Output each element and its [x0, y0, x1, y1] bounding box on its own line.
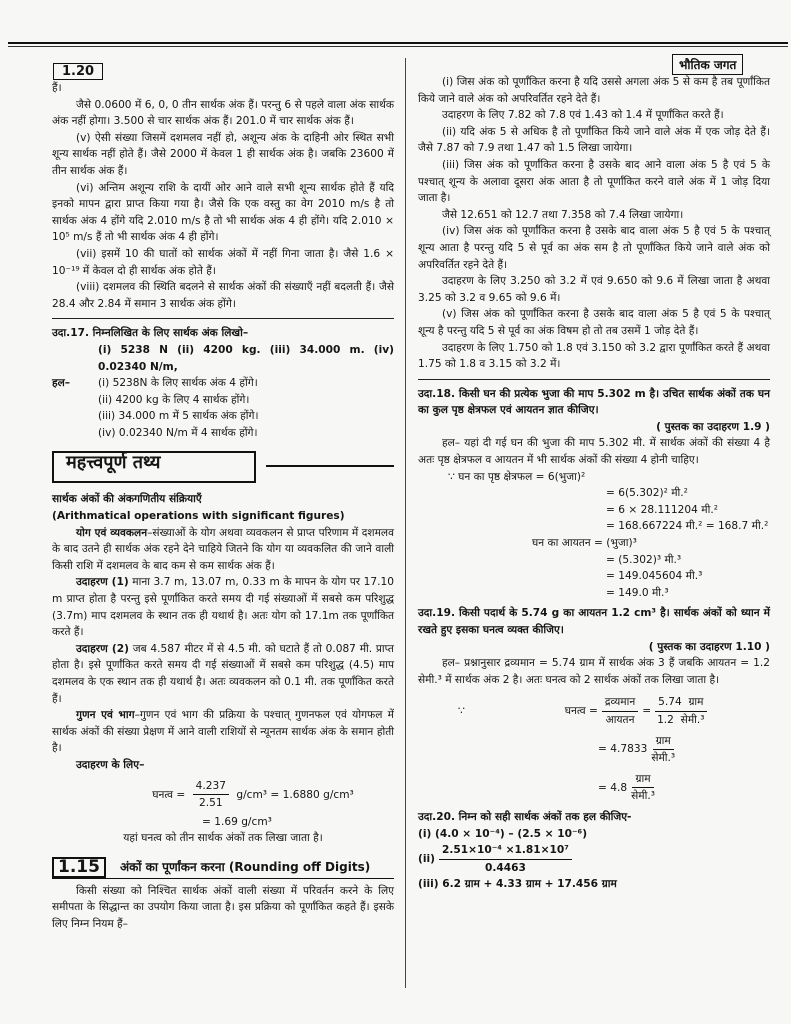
result-a-unit	[651, 733, 675, 767]
density-final: = 1.69 g/cm³	[202, 815, 272, 828]
para-cont: हैं।	[52, 82, 62, 94]
calc-18-line-1: ∵ घन का पृष्ठ क्षेत्रफल = 6(भुजा)²	[448, 470, 586, 483]
example-2	[52, 641, 394, 707]
calc-18-line-6: = (5.302)³ मी.³	[606, 553, 682, 566]
density-label: घनत्व	[152, 788, 174, 801]
gram-unit: ग्राम	[653, 733, 674, 751]
section-title: अंकों का पूर्णांकन करना (Rounding off Digits)	[119, 859, 371, 874]
example-2-heading: उदाहरण (2)	[76, 642, 129, 655]
solution-17-line-4: (iv) 0.02340 N/m में 4 सार्थक होंगे।	[98, 426, 258, 439]
solution-label: हल–	[52, 377, 71, 390]
question-20-ii-label: (ii)	[418, 852, 435, 865]
cm3-unit: सेमी.³	[631, 790, 655, 803]
addition-rule	[52, 525, 394, 575]
question-20-ii-fraction	[439, 842, 572, 876]
round-rule-iv: (iv) जिस अंक को पूर्णांकित करना है उसके बाद वाला अंक 5 है एवं 5 के पश्चात् शून्य आता है परन्तु यदि 5 से पूर्व का अंक सम है तो पूर्णांकित किये जाने वाले अंक को अपरिवर्तित रहने देते हैं।	[418, 225, 770, 271]
volume-value: 1.2	[657, 713, 674, 726]
running-head: भौतिक जगत	[672, 54, 743, 75]
rule-vi: (vi) अन्तिम अशून्य राशि के दायीं ओर आने वाले सभी शून्य सार्थक होते हैं यदि इनको मापन द्वारा प्राप्त किया गया है। जैसे कि एक वस्तु का वेग 2010 m/s है तो सार्थक अंक 4 होंगे यदि 2.010 m/s है तो भी सार्थक अंक 4 ही होंगे। यदि 2.010 × 10⁵ m/s हैं तो भी सार्थक अंक 4 ही होंगे।	[52, 181, 394, 244]
important-facts-title: महत्त्वपूर्ण तथ्य	[66, 452, 161, 474]
example-1-text: माना 3.7 m, 13.07 m, 0.33 m के मापन के योग पर 17.10 m प्राप्त होता है परन्तु इसे पूर्णांकित करते समय दी गई संख्याओं में सबसे कम परिशुद्ध (3.7m) माप दशमलव के स्थान तक ही यथार्थ है। अतः योग को 17.1m तक पूर्णांकित करते हैं।	[52, 576, 394, 639]
solution-17-list	[52, 392, 394, 442]
divider	[418, 379, 770, 380]
solution-17-line-1: (i) 5238N के लिए सार्थक अंक 4 होंगे।	[98, 377, 258, 390]
mass-unit: ग्राम	[688, 696, 704, 709]
round-rule-i-example: उदाहरण के लिए 7.82 को 7.8 एवं 1.43 को 1.4 में पूर्णांकित करते हैं।	[442, 109, 724, 122]
density-19-label: घनत्व	[564, 705, 586, 718]
addition-text: –संख्याओं के योग अथवा व्यवकलन से प्राप्त परिणाम में दशमलव के बाद उतने ही सार्थक अंक रहने देने चाहिये जितने कि योग या व्यवकलित की जाने वाली किसी राशि में दशमलव के बाद कम से कम सार्थक अंक हैं।	[52, 526, 394, 572]
result-b-unit	[631, 771, 655, 805]
solution-17-line-2: (ii) 4200 kg के लिए 4 सार्थक होंगे।	[98, 393, 250, 406]
solution-17-line-3: (iii) 34.000 m में 5 सार्थक अंक होंगे।	[98, 410, 259, 423]
rule-viii: (viii) दशमलव की स्थिति बदलने से सार्थक अंकों की संख्याएँ नहीं बदलती हैं। जैसे 28.4 और 2.84 में समान 3 सार्थक अंक होंगे।	[52, 281, 394, 310]
addition-heading: योग एवं व्यवकलन	[76, 526, 148, 539]
section-text: किसी संख्या को निश्चित सार्थक अंकों वाली संख्या में परिवर्तन करने के लिए समीपता के सिद्धान्त का उपयोग किया जाता है। इस प्रक्रिया को पूर्णांकित कहते हैं। इसके लिए निम्न नियम हैं–	[52, 884, 394, 930]
mass-volume-fraction	[602, 694, 638, 728]
gram-unit: ग्राम	[632, 771, 653, 789]
section-1-15-header	[52, 857, 394, 879]
density-fraction	[193, 778, 229, 812]
ops-title: सार्थक अंकों की अंकगणितीय संक्रियाएँ	[52, 493, 202, 506]
question-20: उदा.20. निम्न को सही सार्थक अंकों तक हल कीजिए-	[418, 810, 632, 823]
top-rule-thin	[8, 46, 788, 47]
mass-value: 5.74	[658, 696, 682, 709]
example-1	[52, 574, 394, 640]
density-numerator: 4.237	[193, 778, 229, 796]
right-column	[418, 74, 770, 893]
rule-vii: (vii) इसमें 10 की घातों को सार्थक अंकों में नहीं गिना जाता है। जैसे 1.6 × 10⁻¹⁹ में केवल दो ही सार्थक अंक होते हैं।	[52, 247, 394, 277]
divider	[52, 318, 394, 319]
volume-unit: सेमी.³	[680, 713, 705, 726]
density-note: यहां घनत्व को तीन सार्थक अंकों तक लिखा जाता है।	[123, 832, 323, 845]
solution-18: हल– यहां दी गई घन की भुजा की माप 5.302 मी. में सार्थक अंकों की संख्या 4 है अतः पृष्ठ क्षेत्रफल व आयतन में भी सार्थक अंकों की संख्या 4 होनी चाहिए।	[418, 437, 770, 467]
multiplication-rule	[52, 707, 394, 757]
density-denominator: 2.51	[199, 797, 223, 810]
calc-18-line-5: घन का आयतन = (भुजा)³	[532, 537, 637, 550]
para-example-zeros: जैसे 0.0600 में 6, 0, 0 तीन सार्थक अंक हैं। परन्तु 6 से पहले वाला अंक सार्थक अंक नहीं होगा। 3.500 से चार सार्थक अंक हैं। 201.0 में चार सार्थक अंक हैं।	[52, 98, 394, 128]
example-2-text: जब 4.587 मीटर में से 4.5 मी. को घटाते हैं तो 0.087 मी. प्राप्त होता है। इसे पूर्णांकित करते समय दी गई संख्याओं में सबसे कम परिशुद्ध (4.5) माप दशमलव के एक स्थान तक ही यथार्थ है। अतः व्यवकलन को 0.1 मी. तक पूर्णांकित करते हैं।	[52, 642, 394, 705]
question-17-parts: (i) 5238 N (ii) 4200 kg. (iii) 34.000 m. (iv) 0.02340 N/m,	[98, 343, 394, 373]
density-result: g/cm³ = 1.6880 g/cm³	[233, 788, 354, 801]
section-number: 1.15	[52, 857, 106, 878]
example-for: उदाहरण के लिए–	[76, 758, 145, 771]
calc-18-line-8: = 149.0 मी.³	[606, 586, 669, 599]
density-equation: घनत्व = $\frac{4.237}{2.51}$ g/cm³ = 1.6880 g/cm³	[112, 778, 394, 812]
round-rule-ii: (ii) यदि अंक 5 से अधिक है तो पूर्णांकित किये जाने वाले अंक में एक जोड़ देते हैं। जैसे 7.87 को 7.9 तथा 1.47 को 1.5 लिखा जायेगा।	[418, 125, 770, 155]
q20-denominator: 0.4463	[484, 861, 526, 874]
calculation-18	[418, 469, 770, 602]
value-fraction	[655, 694, 706, 728]
q20-numerator: 2.51×10⁻⁴ ×1.81×10⁷	[439, 842, 572, 860]
question-20-i: (i) (4.0 × 10⁻⁴) – (2.5 × 10⁻⁶)	[418, 827, 588, 840]
rule-v: (v) ऐसी संख्या जिसमें दशमलव नहीं हो, अशून्य अंक के दाहिनी ओर स्थित सभी शून्य सार्थक नहीं होते हैं। जैसे 2000 में केवल 1 ही सार्थक अंक है। जबकि 23600 में तीन सार्थक अंक हैं।	[52, 131, 394, 177]
solution-17	[52, 375, 394, 392]
density-19-equation: ∵ घनत्व = $\frac{\text{द्रव्यमान}}{\text{आयतन}}$ = $\frac{\text{5.74 ग्राम}}{\text{1.2 सेमी.³}}$	[418, 694, 770, 728]
question-20-iii: (iii) 6.2 ग्राम + 4.33 ग्राम + 17.456 ग्राम	[418, 878, 617, 891]
density-19-result-b	[418, 771, 770, 805]
question-19: उदा.19. किसी पदार्थ के 5.74 g का आयतन 1.2 cm³ है। सार्थक अंकों को ध्यान में रखते हुए इसका घनत्व व्यक्त कीजिए।	[418, 607, 770, 636]
solution-19: हल– प्रश्नानुसार द्रव्यमान = 5.74 ग्राम में सार्थक अंक 3 हैं जबकि आयतन = 1.2 सेमी.³ में सार्थक अंक 2 है। अतः घनत्व को 2 सार्थक अंकों तक लिखा जाता है।	[418, 657, 770, 686]
since-symbol: ∵	[458, 705, 465, 718]
question-18: उदा.18. किसी घन की प्रत्येक भुजा की माप 5.302 m है। उचित सार्थक अंकों तक घन का कुल पृष्ठ क्षेत्रफल एवं आयतन ज्ञात कीजिए।	[418, 387, 770, 417]
page-number-box: 1.20	[53, 63, 103, 80]
left-column	[52, 80, 394, 932]
ops-title-en: (Arithmatical operations with significant figures)	[52, 510, 345, 523]
important-facts-banner	[52, 451, 256, 483]
value-denominator	[657, 712, 704, 729]
mass-label: द्रव्यमान	[602, 694, 638, 712]
volume-label: आयतन	[605, 713, 635, 726]
multiplication-heading: गुणन एवं भाग	[76, 709, 135, 722]
calc-18-line-7: = 149.045604 मी.³	[606, 570, 703, 583]
round-rule-iii: (iii) जिस अंक को पूर्णांकित करना है उसके बाद आने वाला अंक 5 है एवं 5 के पश्चात् शून्य के अलावा दूसरा अंक आता है तो पूर्णांकित करने वाले अंक में 1 जोड़ दिया जाता है।	[418, 158, 770, 205]
round-rule-v-example: उदाहरण के लिए 1.750 को 1.8 एवं 3.150 को 3.2 द्वारा पूर्णांकित करते हैं अथवा 1.75 को 1.8 व 3.15 को 3.2 में।	[418, 341, 770, 371]
round-rule-i: (i) जिस अंक को पूर्णांकित करना है यदि उससे अगला अंक 5 से कम है तब पूर्णांकित किये जाने वाले अंक को अपरिवर्तित रहने देते हैं।	[418, 76, 770, 105]
round-rule-v: (v) जिस अंक को पूर्णांकित करना है उसके बाद वाला अंक 5 है एवं 5 के पश्चात् शून्य है परन्तु यदि 5 से पूर्व का अंक विषम हो तो तब उसमें 1 जोड़ देते हैं।	[418, 308, 770, 337]
question-17: उदा.17. निम्नलिखित के लिए सार्थक अंक लिखो–	[52, 327, 249, 340]
question-18-ref: ( पुस्तक का उदाहरण 1.9 )	[656, 420, 770, 433]
column-divider	[405, 58, 406, 988]
multiplication-text: –गुणन एवं भाग की प्रक्रिया के पश्चात् गुणनफल एवं योगफल में सार्थक अंकों की संख्या प्रेक्षण में आने वाली राशियों से न्यूनतम सार्थक अंक के समान होती है।	[52, 709, 394, 755]
cm3-unit: सेमी.³	[651, 752, 676, 765]
calc-18-line-4: = 168.667224 मी.² = 168.7 मी.²	[606, 520, 769, 533]
top-rule	[8, 42, 788, 44]
question-20-ii	[418, 842, 770, 876]
round-rule-iv-example: उदाहरण के लिए 3.250 को 3.2 में एवं 9.650 को 9.6 में लिखा जाता है अथवा 3.25 को 3.2 व 9.65 को 9.6 में।	[418, 275, 770, 304]
round-rule-iii-example: जैसे 12.651 को 12.7 तथा 7.358 को 7.4 लिखा जायेगा।	[442, 208, 684, 221]
example-1-heading: उदाहरण (1)	[76, 576, 129, 589]
result-b-value: = 4.8	[598, 781, 628, 794]
calc-18-line-2: = 6(5.302)² मी.²	[606, 487, 688, 500]
calc-18-line-3: = 6 × 28.111204 मी.²	[606, 503, 718, 516]
question-19-ref: ( पुस्तक का उदाहरण 1.10 )	[648, 640, 770, 653]
density-19-result-a	[418, 733, 770, 767]
value-numerator	[655, 694, 706, 712]
result-a-value: = 4.7833	[598, 743, 648, 756]
